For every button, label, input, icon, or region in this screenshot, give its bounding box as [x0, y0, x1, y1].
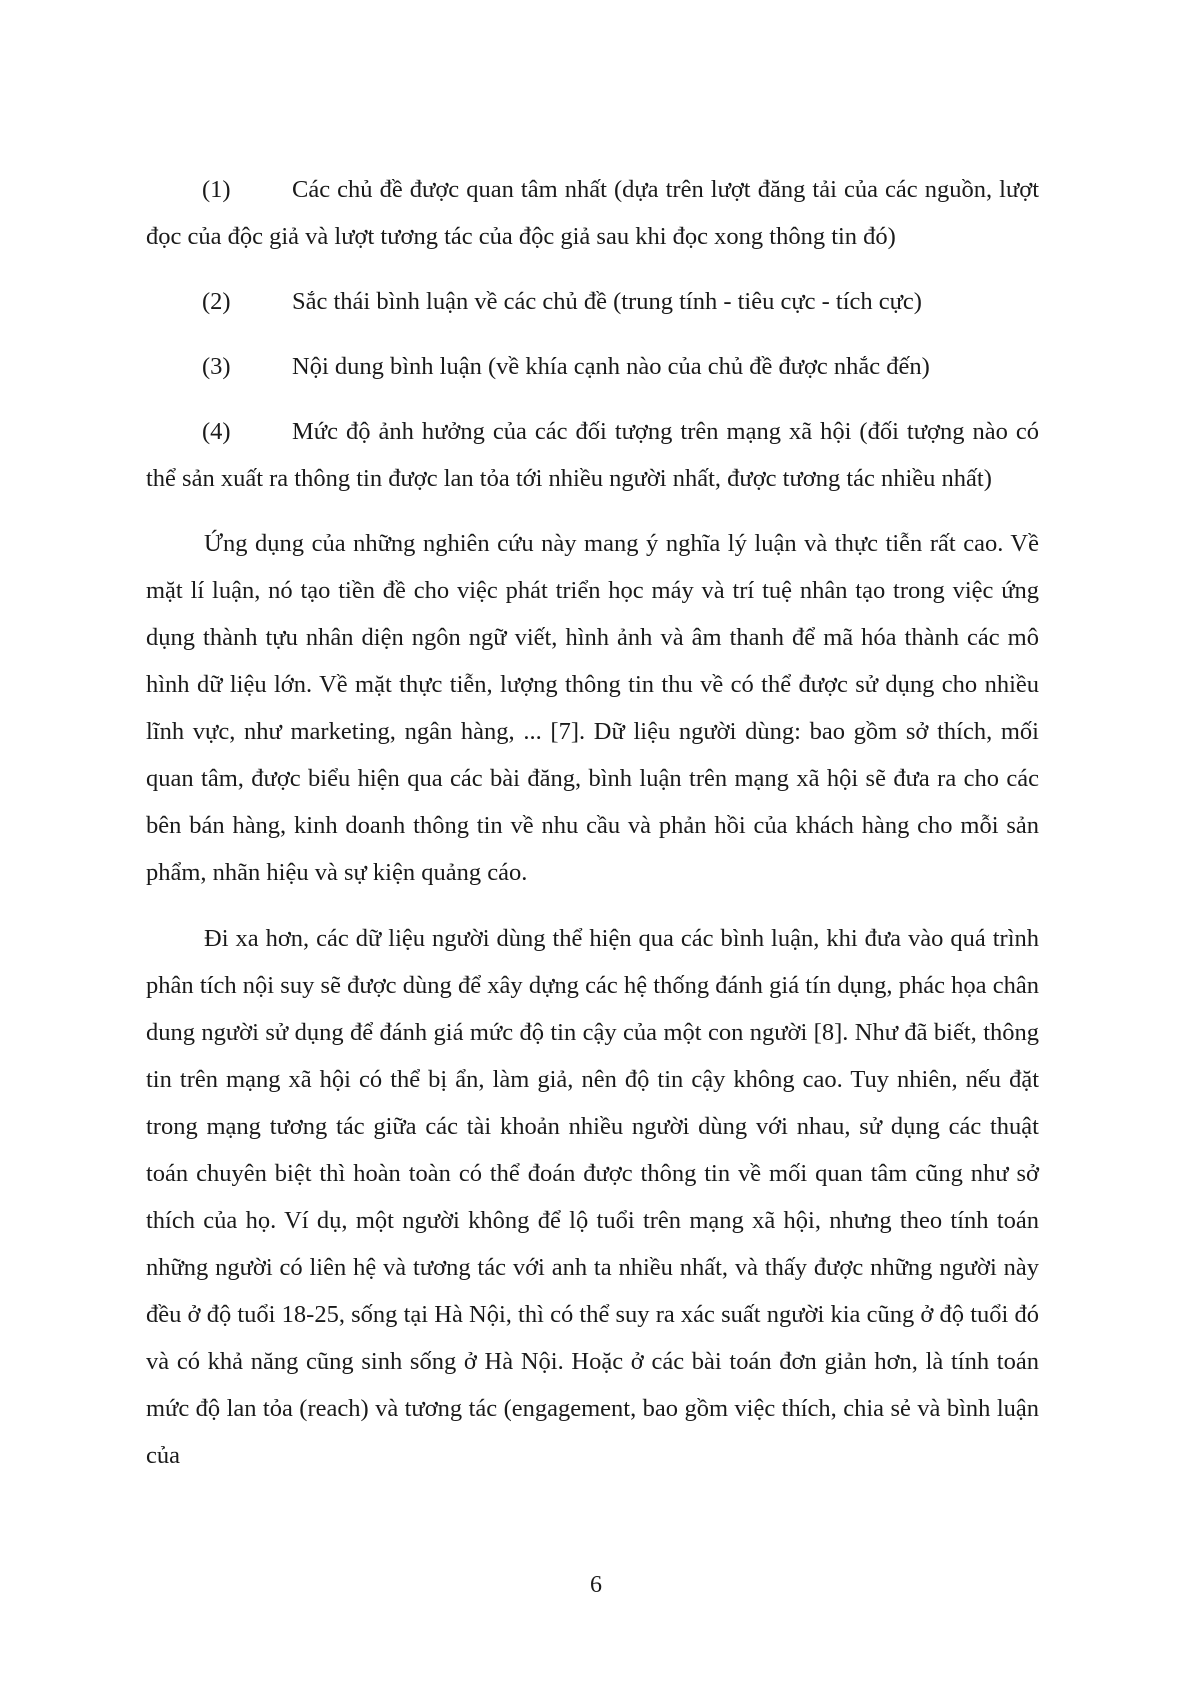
paragraph-applications: Ứng dụng của những nghiên cứu này mang ý nghĩa lý luận và thực tiễn rất cao. Về mặt lí luận, nó tạo tiền đề cho việc phát triển học máy và trí tuệ nhân tạo trong việc ứng dụng thành tựu nhân diện ngôn ngữ viết, hình ảnh và âm thanh để mã hóa thành các mô hình dữ liệu lớn. Về mặt thực tiễn, lượng thông tin thu về có thể được sử dụng cho nhiều lĩnh vực, như marketing, ngân hàng, ... [7]. Dữ liệu người dùng: bao gồm sở thích, mối quan tâm, được biểu hiện qua các bài đăng, bình luận trên mạng xã hội sẽ đưa ra cho các bên bán hàng, kinh doanh thông tin về nhu cầu và phản hồi của khách hàng cho mỗi sản phẩm, nhãn hiệu và sự kiện quảng cáo. — [146, 530, 1039, 886]
list-item-text: Nội dung bình luận (về khía cạnh nào của chủ đề được nhắc đến) — [292, 353, 930, 380]
paragraph-further: Đi xa hơn, các dữ liệu người dùng thể hiện qua các bình luận, khi đưa vào quá trình phân tích nội suy sẽ được dùng để xây dựng các hệ thống đánh giá tín dụng, phác họa chân dung người sử dụng để đánh giá mức độ tin cậy của một con người [8]. Như đã biết, thông tin trên mạng xã hội có thể bị ẩn, làm giả, nên độ tin cậy không cao. Tuy nhiên, nếu đặt trong mạng tương tác giữa các tài khoản nhiều người dùng với nhau, sử dụng các thuật toán chuyên biệt thì hoàn toàn có thể đoán được thông tin về mối quan tâm cũng như sở thích của họ. Ví dụ, một người không để lộ tuổi trên mạng xã hội, nhưng theo tính toán những người có liên hệ và tương tác với anh ta nhiều nhất, và thấy được những người này đều ở độ tuổi 18-25, sống tại Hà Nội, thì có thể suy ra xác suất người kia cũng ở độ tuổi đó và có khả năng cũng sinh sống ở Hà Nội. Hoặc ở các bài toán đơn giản hơn, là tính toán mức độ lan tỏa (reach) và tương tác (engagement, bao gồm việc thích, chia sẻ và bình luận của — [146, 925, 1039, 1469]
list-item-label: (4) — [202, 418, 231, 445]
list-item-text: Mức độ ảnh hưởng của các đối tượng trên mạng xã hội (đối tượng nào có thể sản xuất ra thông tin được lan tỏa tới nhiều người nhất, được tương tác nhiều nhất) — [146, 418, 1039, 492]
list-item-text: Sắc thái bình luận về các chủ đề (trung tính - tiêu cực - tích cực) — [292, 288, 922, 315]
list-item-label: (1) — [202, 176, 231, 203]
list-item-1 — [146, 166, 1039, 260]
page-content — [146, 166, 1039, 1498]
list-item-text: Các chủ đề được quan tâm nhất (dựa trên lượt đăng tải của các nguồn, lượt đọc của độc giả và lượt tương tác của độc giả sau khi đọc xong thông tin đó) — [146, 176, 1039, 250]
list-item-label: (2) — [202, 288, 231, 315]
list-item-4 — [146, 408, 1039, 502]
list-item-3 — [146, 343, 1039, 390]
list-item-label: (3) — [202, 353, 231, 380]
page-number: 6 — [590, 1572, 602, 1598]
list-item-2 — [146, 278, 1039, 325]
